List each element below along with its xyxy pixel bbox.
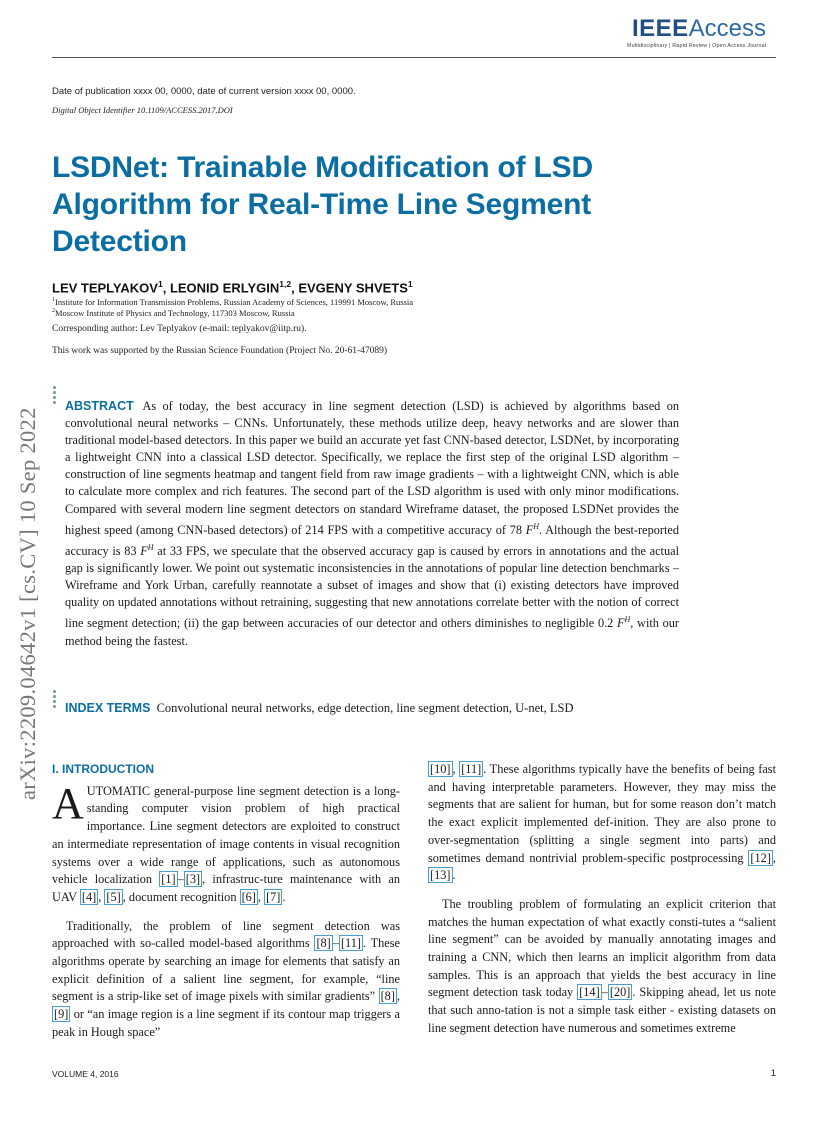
publication-date: Date of publication xxxx 00, 0000, date of current version xxxx 00, 0000. (52, 86, 356, 97)
citation-link[interactable]: [6] (241, 889, 256, 904)
left-column (52, 761, 400, 1042)
citation-link[interactable]: [7] (266, 889, 281, 904)
affiliation: $^2$Moscow Institute of Physics and Technology, 117303 Moscow, Russia (52, 308, 295, 318)
citation-link[interactable]: [8] (316, 936, 331, 951)
citation-link[interactable]: [8] (380, 989, 395, 1004)
paper-title: LSDNet: Trainable Modification of LSD Algorithm for Real-Time Line Segment Detection (52, 151, 593, 258)
citation-link[interactable]: [20] (609, 985, 631, 1000)
page-number: 1 (770, 1068, 776, 1079)
section-marker (53, 386, 56, 406)
abstract-heading: ABSTRACT (65, 399, 134, 413)
logo-access: Access (688, 15, 766, 42)
arxiv-stamp: arXiv:2209.04642v1 [cs.CV] 10 Sep 2022 (15, 407, 40, 800)
citation-link[interactable]: [5] (106, 889, 121, 904)
logo-tagline: Multidisciplinary | Rapid Review | Open Access Journal (626, 43, 766, 49)
section-marker (53, 690, 56, 710)
citation-link[interactable]: [14] (579, 985, 600, 1000)
drop-cap: A (52, 778, 84, 828)
affiliation: $^1$Institute for Information Transmission Problems, Russian Academy of Sciences, 119991 Moscow, Russia (52, 297, 413, 307)
paragraph: AUTOMATIC general-purpose line segment detection is a long-standing computer vision problem of high practical importance. Line segment detectors are exploited to construct an intermediate representation of image contents in visual recognition systems over a wide range of applications, such as autonomous vehicle localization [1] – [3] , infrastruc-ture maintenance with an UAV [4] , [5] , document recognition [6] , [7] . (52, 778, 400, 904)
citation-link[interactable]: [3] (185, 872, 201, 887)
citation-link[interactable]: [11] (461, 762, 482, 776)
funding-note: This work was supported by the Russian Science Foundation (Project No. 20-61-47089) (52, 346, 388, 356)
abstract: ABSTRACT As of today, the best accuracy in line segment detection (LSD) is achieved by algorithms based on convolutional neural networks – CNNs. Unfortunately, these methods utilize deep, heavy networks and are slower than traditional model-based detectors. In this paper we build an accurate yet fast CNN-based detector, LSDNet, by incorporating a lightweight CNN into a classical LSD detector. Specifically, we replace the first step of the original LSD algorithm – construction of line segments heatmap and tangent field from raw image gradients – with a lightweight CNN, which is able to calculate more complex and rich features. The second part of the LSD algorithm is used with only minor modifications. Compared with several modern line segment detectors on standard Wireframe dataset, the proposed LSDNet provides the highest speed (among CNN-based detectors) of 214 FPS with a competitive accuracy of 78 $F^H$. Although the best-reported accuracy is 83 $F^H$ at 33 FPS, we speculate that the observed accuracy gap is caused by errors in annotations and the actual gap is significantly lower. We point out systematic inconsistencies in the annotations of popular line detection benchmarks – Wireframe and York Urban, carefully reannotate a subset of images and show that (i) existing detectors have improved quality on updated annotations without retraining, suggesting that new annotations correlate better with the notion of correct line segment detection; (ii) the gap between accuracies of our detector and others diminishes to negligible 0.2 $F^H$, with our method being the fastest. (65, 399, 679, 648)
author-list: LEV TEPLYAKOV$^1$, LEONID ERLYGIN$^{1,2}$, EVGENY SHVETS$^1$ (52, 279, 413, 296)
doi: Digital Object Identifier 10.1109/ACCESS.2017.DOI (52, 105, 233, 115)
header-rule (52, 57, 776, 58)
volume-label: VOLUME 4, 2016 (52, 1069, 119, 1079)
citation-link[interactable]: [1] (161, 872, 176, 887)
index-terms: INDEX TERMS Convolutional neural networks, edge detection, line segment detection, U-net, LSD (65, 701, 574, 715)
author-name: EVGENY SHVETS (298, 280, 408, 296)
citation-link[interactable]: [4] (81, 889, 97, 904)
journal-logo (627, 16, 766, 49)
paragraph: Traditionally, the problem of line segment detection was approached with so-called model-based algorithms [8] – [11] . These algorithms operate by searching an image for elements that satisfy an explicit definition of a salient line segment, for example, “line segment is a strip-like set of image pixels with similar gradients” [8] , [9] or “an image region is a line segment if its contour map triggers a peak in Hough space” (52, 918, 400, 1039)
right-column (428, 761, 776, 1038)
author-name: LEV TEPLYAKOV (52, 280, 158, 296)
paragraph: The troubling problem of formulating an explicit criterion that matches the human expectation of what exactly consti-tutes a “salient line segment” can be avoided by manually annotating images and training a CNN, which then learns an implicit algorithm from data samples. This is an approach that yields the best accuracy in line segment detection task today [14] – [20] . Skipping ahead, let us note that such anno-tation is not a simple task either - existing datasets on line segment detection have numerous and sometimes extreme (428, 896, 776, 1035)
citation-link[interactable]: [9] (54, 1007, 69, 1022)
index-terms-heading: INDEX TERMS (65, 701, 151, 715)
author-name: LEONID ERLYGIN (169, 280, 280, 296)
citation-link[interactable]: [10] (430, 762, 451, 776)
citation-link[interactable]: [12] (750, 850, 771, 865)
section-heading: I. INTRODUCTION (52, 762, 154, 776)
corresponding-author: Corresponding author: Lev Teplyakov (e-mail: teplyakov@iitp.ru). (52, 324, 307, 334)
citation-link[interactable]: [11] (340, 936, 361, 951)
paragraph: [10] , [11] . These algorithms typically have the benefits of being fast and having interpretable parameters. However, they may miss the segments that are salient for human, but for some reason don’t match the exact explicit implemented def-inition. They are also prone to over-segmentation (splitting a single segment into parts) and sometimes demand nontrivial problem-specific postprocessing [12] , [13] . (428, 762, 776, 883)
citation-link[interactable]: [13] (430, 868, 451, 883)
logo-ieee: IEEE (631, 15, 689, 42)
